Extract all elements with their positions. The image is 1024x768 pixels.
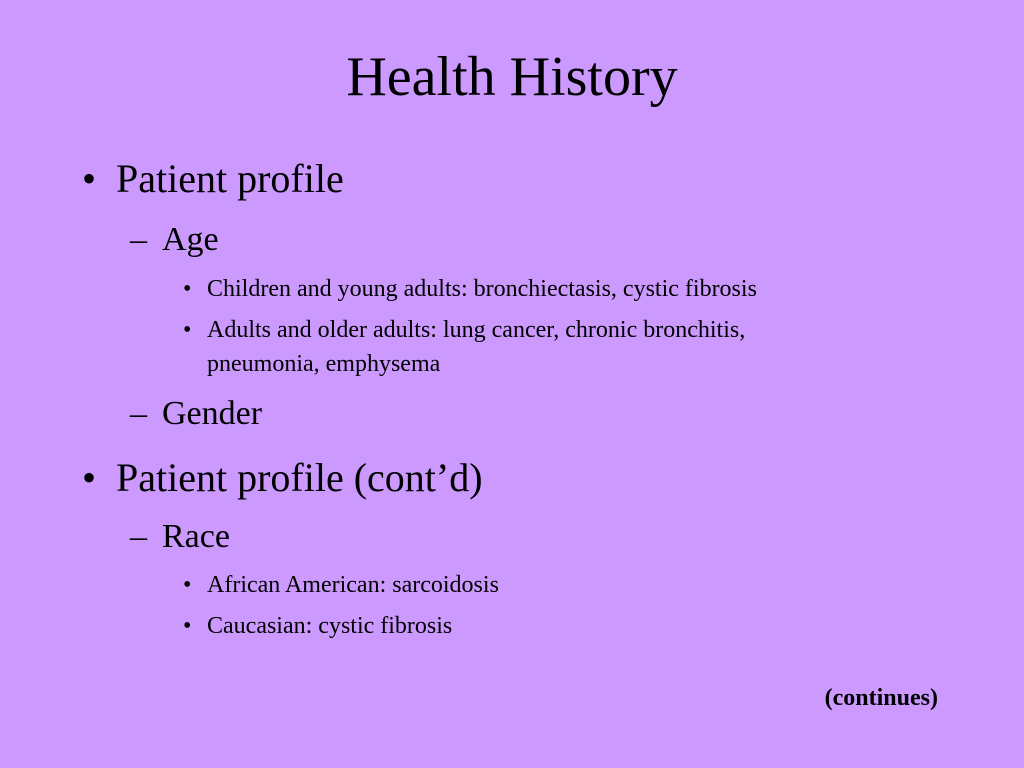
subitem-gender: Gender xyxy=(162,395,263,432)
race-item-african-american: African American: sarcoidosis xyxy=(207,572,499,598)
bullet-patient-profile: Patient profile xyxy=(116,156,344,201)
bullet-patient-profile-contd: Patient profile (cont’d) xyxy=(116,455,483,500)
bullet-marker: • xyxy=(183,613,192,639)
subitem-race: Race xyxy=(162,518,230,555)
continues-note: (continues) xyxy=(824,685,938,711)
bullet-marker: • xyxy=(183,317,192,343)
age-item-adults-line2: pneumonia, emphysema xyxy=(207,351,441,377)
dash-marker: – xyxy=(130,395,147,432)
slide-title: Health History xyxy=(346,46,678,108)
age-item-adults-line1: Adults and older adults: lung cancer, chronic bronchitis, xyxy=(207,317,746,343)
bullet-marker: • xyxy=(82,156,97,201)
race-item-caucasian: Caucasian: cystic fibrosis xyxy=(207,613,453,639)
dash-marker: – xyxy=(130,221,147,258)
dash-marker: – xyxy=(130,518,147,555)
bullet-marker: • xyxy=(183,572,192,598)
subitem-age: Age xyxy=(162,221,219,258)
bullet-marker: • xyxy=(183,276,192,302)
bullet-marker: • xyxy=(82,455,97,500)
age-item-children: Children and young adults: bronchiectasis, cystic fibrosis xyxy=(207,276,757,302)
